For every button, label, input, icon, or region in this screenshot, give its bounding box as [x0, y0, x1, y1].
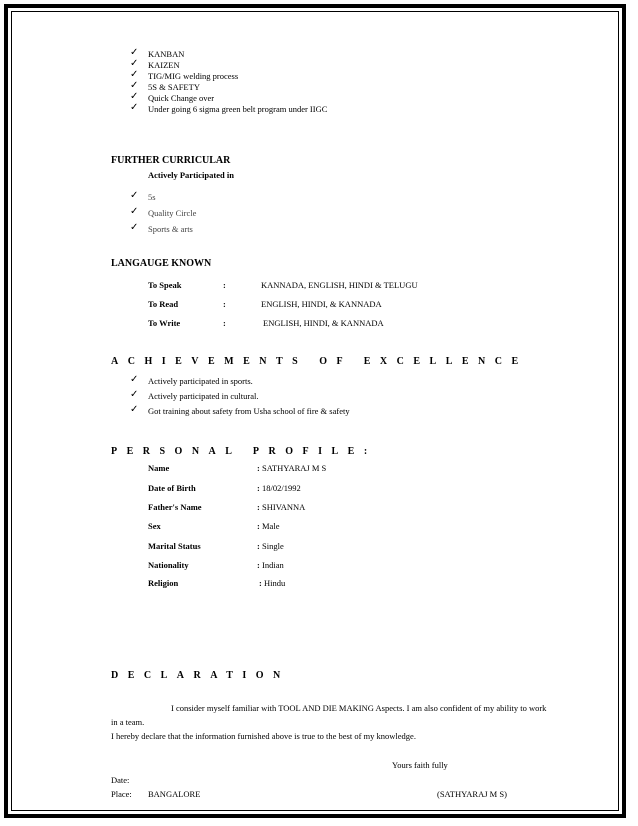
profile-label: Sex — [148, 521, 161, 531]
declaration-text: I consider myself familiar with TOOL AND DIE MAKING Aspects. I am also confident of my ability to work — [171, 703, 547, 713]
check-icon: ✓ — [130, 190, 139, 201]
profile-separator: : — [257, 463, 260, 473]
achievements-heading: ACHIEVEMENTS OF EXCELLENCE — [111, 356, 528, 367]
profile-label: Name — [148, 463, 170, 473]
profile-label: Father's Name — [148, 502, 202, 512]
profile-value: 18/02/1992 — [262, 483, 301, 493]
profile-value: Indian — [262, 560, 284, 570]
check-icon: ✓ — [130, 102, 139, 113]
personal-profile-heading: PERSONAL PROFILE: — [111, 446, 377, 457]
check-icon: ✓ — [130, 58, 139, 69]
profile-separator: : — [257, 502, 260, 512]
language-label: To Read — [148, 299, 179, 309]
skill-item: Under going 6 sigma green belt program under IIGC — [148, 104, 328, 114]
closing-text: Yours faith fully — [392, 760, 448, 770]
check-icon: ✓ — [130, 91, 139, 102]
check-icon: ✓ — [130, 374, 139, 385]
date-label: Date: — [111, 775, 130, 785]
language-value: ENGLISH, HINDI, & KANNADA — [263, 318, 384, 328]
further-item: Sports & arts — [148, 224, 193, 234]
language-label: To Write — [148, 318, 181, 328]
check-icon: ✓ — [130, 404, 139, 415]
profile-value: SATHYARAJ M S — [262, 463, 327, 473]
language-value: KANNADA, ENGLISH, HINDI & TELUGU — [261, 280, 418, 290]
declaration-text: in a team. — [111, 717, 145, 727]
profile-label: Date of Birth — [148, 483, 196, 493]
profile-value: SHIVANNA — [262, 502, 306, 512]
profile-value: Single — [262, 541, 284, 551]
check-icon: ✓ — [130, 206, 139, 217]
skill-item: 5S & SAFETY — [148, 82, 200, 92]
achievement-item: Got training about safety from Usha school of fire & safety — [148, 406, 350, 416]
profile-separator: : — [257, 560, 260, 570]
language-separator: : — [223, 299, 226, 309]
profile-label: Religion — [148, 578, 179, 588]
skill-item: KAIZEN — [148, 60, 180, 70]
place-value: BANGALORE — [148, 789, 201, 799]
check-icon: ✓ — [130, 389, 139, 400]
skill-item: Quick Change over — [148, 93, 215, 103]
further-curricular-heading: FURTHER CURRICULAR — [111, 155, 231, 166]
language-label: To Speak — [148, 280, 182, 290]
language-separator: : — [223, 318, 226, 328]
further-item: Quality Circle — [148, 208, 197, 218]
profile-value: Male — [262, 521, 280, 531]
achievement-item: Actively participated in sports. — [148, 376, 253, 386]
profile-separator: : — [257, 483, 260, 493]
further-curricular-subheading: Actively Participated in — [148, 170, 234, 180]
profile-separator: : — [257, 521, 260, 531]
further-item: 5s — [148, 192, 156, 202]
language-separator: : — [223, 280, 226, 290]
profile-separator: : — [257, 541, 260, 551]
profile-separator: : — [259, 578, 262, 588]
skill-item: TIG/MIG welding process — [148, 71, 239, 81]
check-icon: ✓ — [130, 80, 139, 91]
profile-value: Hindu — [264, 578, 286, 588]
language-value: ENGLISH, HINDI, & KANNADA — [261, 299, 382, 309]
signature-name: (SATHYARAJ M S) — [437, 789, 507, 799]
declaration-text: I hereby declare that the information furnished above is true to the best of my knowledge. — [111, 731, 416, 741]
profile-label: Nationality — [148, 560, 189, 570]
skill-item: KANBAN — [148, 49, 185, 59]
declaration-heading: DECLARATION — [111, 670, 290, 681]
check-icon: ✓ — [130, 69, 139, 80]
profile-label: Marital Status — [148, 541, 201, 551]
place-label: Place: — [111, 789, 132, 799]
check-icon: ✓ — [130, 222, 139, 233]
check-icon: ✓ — [130, 47, 139, 58]
languages-heading: LANGAUGE KNOWN — [111, 258, 212, 269]
achievement-item: Actively participated in cultural. — [148, 391, 259, 401]
